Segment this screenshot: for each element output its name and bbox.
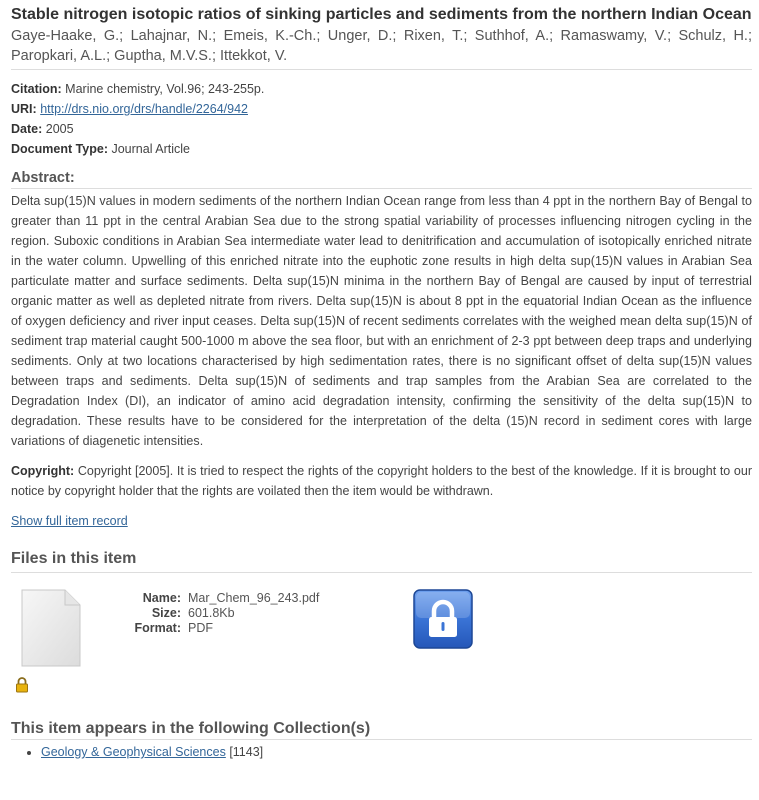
divider xyxy=(11,69,752,70)
item-metadata xyxy=(11,79,752,159)
uri-label: URI: xyxy=(11,102,37,116)
doctype-row xyxy=(11,139,752,159)
file-entry xyxy=(11,579,752,697)
collections-heading: This item appears in the following Collection(s) xyxy=(11,720,371,737)
list-item xyxy=(41,742,752,762)
divider xyxy=(11,572,752,573)
citation-row xyxy=(11,79,752,99)
divider xyxy=(11,739,752,740)
collections-list xyxy=(11,742,752,762)
file-name-label: Name: xyxy=(142,591,181,605)
date-label: Date: xyxy=(11,122,43,136)
collection-link[interactable]: Geology & Geophysical Sciences xyxy=(41,745,226,759)
date-row xyxy=(11,119,752,139)
copyright-block xyxy=(11,461,752,501)
citation-label: Citation: xyxy=(11,82,62,96)
item-title: Stable nitrogen isotopic ratios of sinking particles and sediments from the northern Indian Ocean xyxy=(11,6,752,23)
file-details xyxy=(111,591,319,636)
doctype-value: Journal Article xyxy=(111,142,190,156)
copyright-label: Copyright: xyxy=(11,464,75,478)
item-view xyxy=(11,5,752,762)
restricted-access-lock-icon[interactable] xyxy=(413,589,473,654)
file-thumbnail[interactable] xyxy=(21,589,81,672)
file-format-label: Format: xyxy=(134,621,181,635)
file-size-label: Size: xyxy=(151,606,181,620)
file-name-value: Mar_Chem_96_243.pdf xyxy=(188,591,320,605)
copyright-text: Copyright [2005]. It is tried to respect the rights of the copyright holders to the best of the knowledge. If it is brought to our notice by copyright holder that the rights are voilated then the item would be withdrawn. xyxy=(11,464,752,498)
date-value: 2005 xyxy=(45,122,74,136)
collection-count: [1143] xyxy=(229,745,264,759)
divider xyxy=(11,188,752,189)
abstract-text: Delta sup(15)N values in modern sediments of the northern Indian Ocean range from less than 4 ppt in the northern Bay of Bengal to greater than 11 ppt in the central Arabian Sea due to the strong spatial variability of processes influencing nitrogen cycling in the region. Suboxic conditions in Arabian Sea intermediate water lead to denitrification and accumulation of isotopically enriched nitrate in the water column. Upwelling of this enriched nitrate into the euphotic zone results in high delta sup(15)N values in Arabian Sea particulate matter and surface sediments. Delta sup(15)N minima in the northern Bay of Bengal are caused by input of terrestrial organic matter as well as depleted nitrate from rivers. Delta sup(15)N is about 8 ppt in the equatorial Indian Ocean as the influence of oxygen deficiency and river input ceases. Delta sup(15)N of recent sediments correlates with the weighed mean delta sup(15)N of sediment trap material caught 500-1000 m above the sea floor, but with an enrichment of 2-3 ppt between deep traps and underlying sediments. Only at two locations characterised by high sedimentation rates, there is no significant offset of delta sup(15)N values between traps and sediments. Delta sup(15)N of sediments and trap samples from the Arabian Sea are correlated to the Degradation Index (DI), an indicator of amino acid degradation intensity, confirming the sensitivity of the delta sup(15)N to degradation. These results have to be considered for the interpretation of the delta (15)N record in sediment cores with large variations of diagenetic intensities. xyxy=(11,194,752,448)
uri-link[interactable]: http://drs.nio.org/drs/handle/2264/942 xyxy=(40,102,248,116)
uri-row xyxy=(11,99,752,119)
show-full-record-link[interactable]: Show full item record xyxy=(11,514,128,528)
item-authors: Gaye-Haake, G.; Lahajnar, N.; Emeis, K.-Ch.; Unger, D.; Rixen, T.; Suthhof, A.; Ramaswamy, V.; Schulz, H.; Paropkari, A.L.; Guptha, M.V.S.; Ittekkot, V. xyxy=(11,28,752,64)
citation-value: Marine chemistry, Vol.96; 243-255p. xyxy=(65,82,265,96)
padlock-icon xyxy=(15,677,29,698)
file-size-value: 601.8Kb xyxy=(188,606,235,620)
file-format-value: PDF xyxy=(188,621,213,635)
abstract-heading: Abstract: xyxy=(11,170,75,186)
doctype-label: Document Type: xyxy=(11,142,108,156)
files-heading: Files in this item xyxy=(11,550,137,567)
